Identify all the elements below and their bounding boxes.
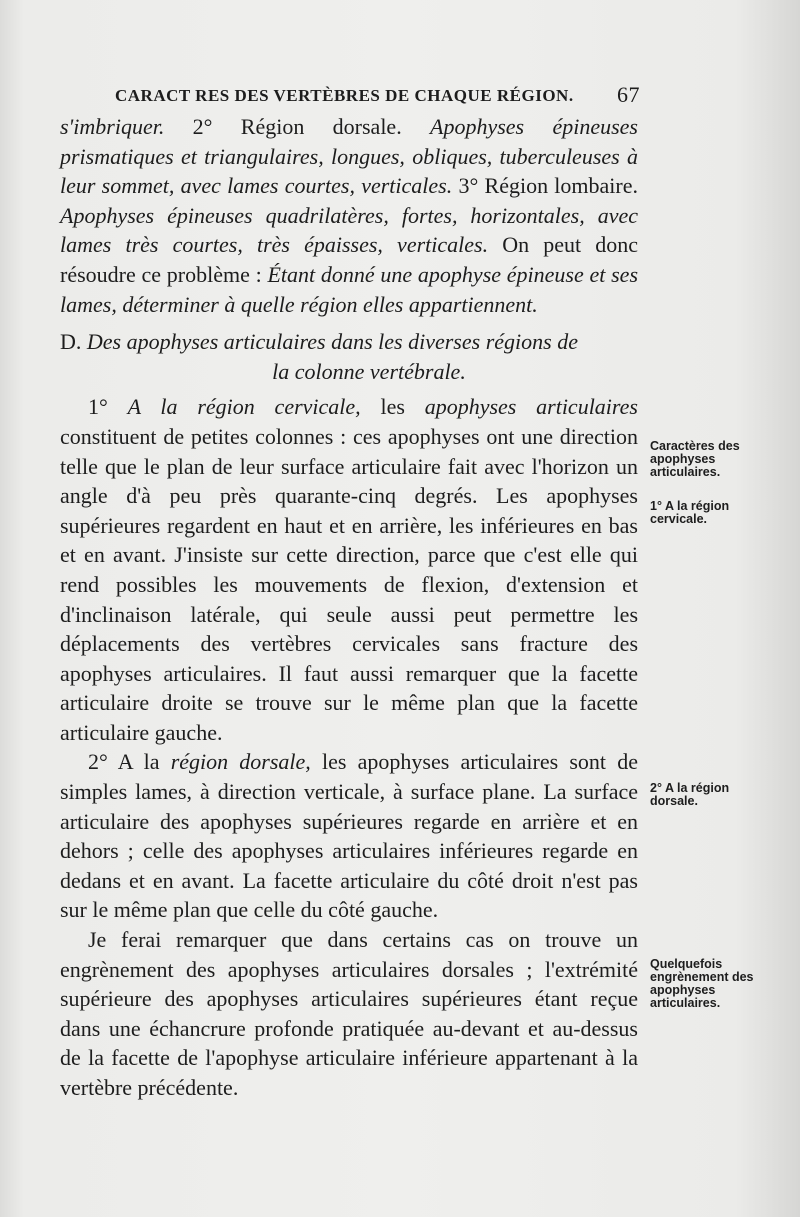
text-run: 2° Région dorsale. [164,114,431,139]
paragraph-spinous-summary [60,112,638,319]
paragraph-engrenement: Je ferai remarquer que dans certains cas on trouve un engrènement des apophyses articulaires dorsales ; l'extrémité supérieure des apophyses articulaires supérieures étant reçue dans une échancrure profonde pratiquée au-devant et au-dessus de la facette de l'apophyse articulaire inférieure appartenant à la vertèbre précédente. [60,927,638,1100]
text-run: 2° A la [88,749,171,775]
text-italic: Apophyses épineuses prismatiques et triangulaires, longues, obliques, tuberculeuses à leur sommet, avec lames courtes, verticales. [60,114,638,199]
page-number: 67 [617,82,640,107]
text-run: 1° [88,394,128,420]
text-run: les [360,394,425,420]
text-italic: A la région cervicale, [127,394,361,420]
margin-note-engrenement: Quelquefois engrènement des apophyses articulaires. [650,957,754,1010]
margin-note-cervical: 1° A la région cervicale. [650,499,730,526]
text-run: On peut donc résoudre ce problème : [60,232,639,287]
text-italic: région dorsale, [170,749,311,775]
running-title: CARACT RES DES VERTÈBRES DE CHAQUE RÉGION. [115,86,574,105]
text-italic: apophyses articulaires [424,394,638,420]
paragraph-cervical [60,392,638,747]
text-italic: Apophyses épineuses quadrilatères, fortes, horizontales, avec lames très courtes, très épaisses, verticales. [60,202,638,258]
text-italic: s'imbriquer. [60,114,165,139]
main-text [60,112,638,1103]
text-run: les apophyses articulaires sont de simples lames, à direction verticale, à surface plane. La surface articulaire des apophyses supérieures regarde en arrière et en dehors ; celle des apophyses articulaires inférieures regarde en dedans et en avant. La facette articulaire du côté droit n'est pas sur le même plan que celle du côté gauche. [60,749,638,923]
margin-note-characteristics: Caractères des apophyses articulaires. [650,439,740,479]
heading-prefix: D. [60,329,87,355]
text-run: 3° Région lombaire. [452,173,638,199]
margin-note-dorsal: 2° A la région dorsale. [650,781,730,808]
text-italic: Étant donné une apophyse épineuse et ses lames, déterminer à quelle région elles appartiennent. [60,261,639,317]
heading-line-1: Des apophyses articulaires dans les diverses régions de [86,329,578,355]
heading-line-2: la colonne vertébrale. [272,358,466,384]
section-heading [60,327,638,386]
text-run: constituent de petites colonnes : ces apophyses ont une direction telle que le plan de leur surface articulaire fait avec l'horizon un angle d'à peu près quarante-cinq degrés. Les apophyses supérieures regardent en haut et en arrière, les inférieures en bas et en avant. J'insiste sur cette direction, parce que c'est elle qui rend possibles les mouvements de flexion, d'extension et d'inclinaison latérale, qui seule aussi peut permettre les déplacements des vertèbres cervicales sans fracture des apophyses articulaires. Il faut aussi remarquer que la facette articulaire droite se trouve sur le même plan que la facette articulaire gauche. [60,423,638,745]
paragraph-dorsal [60,747,638,925]
